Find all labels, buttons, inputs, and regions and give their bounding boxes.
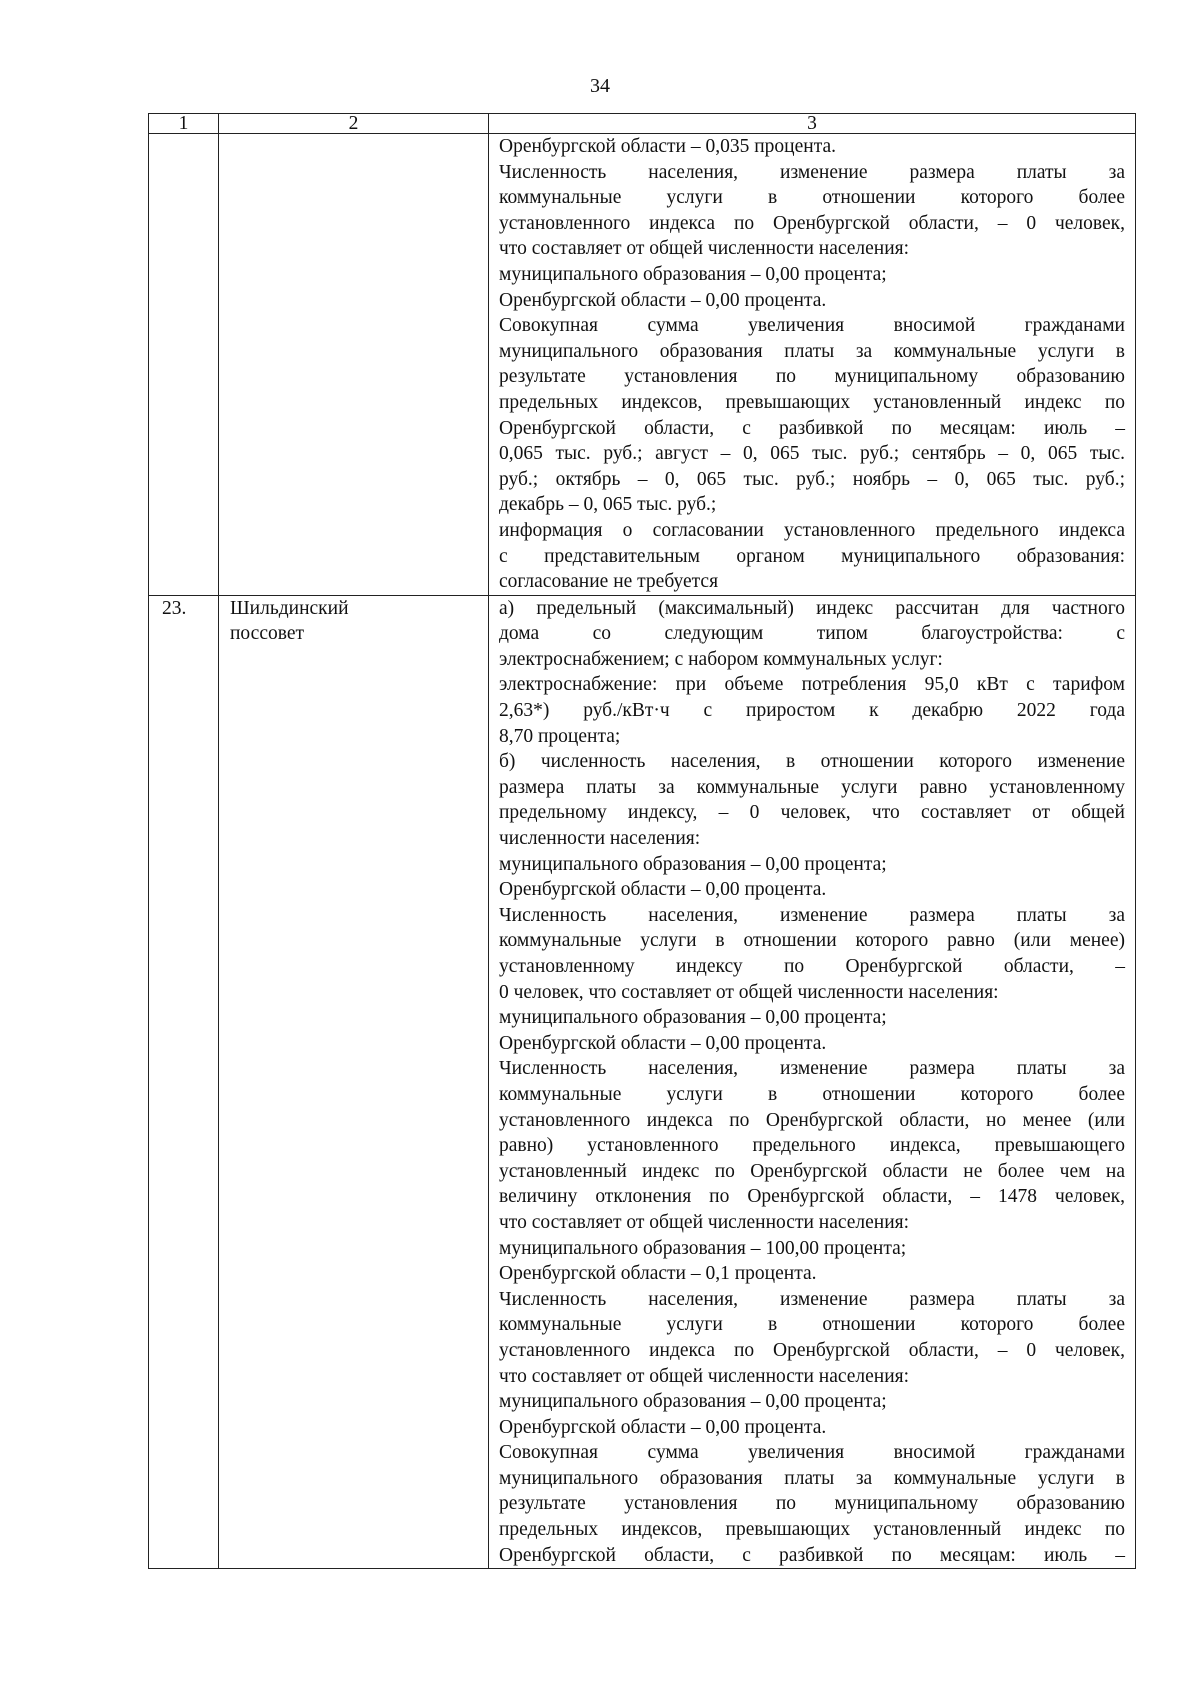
text-line: коммунальные услуги в отношении которого более xyxy=(499,1314,1125,1336)
text-line: муниципального образования – 0,00 процента; xyxy=(499,853,887,875)
text-line: что составляет от общей численности населения: xyxy=(499,1365,910,1387)
text-line: Оренбургской области – 0,00 процента. xyxy=(499,289,827,311)
row-number xyxy=(149,134,219,596)
text-line: что составляет от общей численности населения: xyxy=(499,1211,910,1233)
text-line: коммунальные услуги в отношении которого более xyxy=(499,1083,1125,1105)
text-line: Оренбургской области – 0,00 процента. xyxy=(499,879,827,901)
text-line: Численность населения, изменение размера платы за xyxy=(499,1058,1125,1080)
text-line: декабрь – 0, 065 тыс. руб.; xyxy=(499,494,717,516)
text-line: 0,065 тыс. руб.; август – 0, 065 тыс. руб.; сентябрь – 0, 065 тыс. xyxy=(499,443,1125,465)
column-header-2: 2 xyxy=(219,114,489,134)
text-line: Численность населения, изменение размера платы за xyxy=(499,1288,1125,1310)
text-line: установленного индекса по Оренбургской области, – 0 человек, xyxy=(499,212,1125,234)
text-line: результате установления по муниципальному образованию xyxy=(499,1493,1125,1515)
text-line: что составляет от общей численности населения: xyxy=(499,238,910,260)
text-line: Совокупная сумма увеличения вносимой гражданами xyxy=(499,1442,1125,1464)
text-line: дома со следующим типом благоустройства: с xyxy=(499,623,1125,645)
column-header-1: 1 xyxy=(149,114,219,134)
text-line: муниципального образования – 100,00 процента; xyxy=(499,1237,907,1259)
text-line: муниципального образования – 0,00 процента; xyxy=(499,263,887,285)
text-line: результате установления по муниципальному образованию xyxy=(499,366,1125,388)
text-line: Оренбургской области – 0,1 процента. xyxy=(499,1263,817,1285)
text-line: с представительным органом муниципального образования: xyxy=(499,545,1125,567)
text-line: 8,70 процента; xyxy=(499,725,621,747)
text-line: коммунальные услуги в отношении которого более xyxy=(499,187,1125,209)
text-line: 0 человек, что составляет от общей численности населения: xyxy=(499,981,999,1003)
text-line: установленный индекс по Оренбургской области не более чем на xyxy=(499,1160,1125,1182)
municipality-name xyxy=(219,134,489,596)
text-line: 2,63*) руб./кВт·ч с приростом к декабрю 2022 года xyxy=(499,700,1125,722)
page-number: 34 xyxy=(590,75,610,97)
text-line: равно) установленного предельного индекса, превышающего xyxy=(499,1135,1125,1157)
text-line: Численность населения, изменение размера платы за xyxy=(499,904,1125,926)
text-line: руб.; октябрь – 0, 065 тыс. руб.; ноябрь – 0, 065 тыс. руб.; xyxy=(499,468,1125,490)
index-description xyxy=(489,595,1136,1569)
text-line: величину отклонения по Оренбургской области, – 1478 человек, xyxy=(499,1186,1125,1208)
text-line: а) предельный (максимальный) индекс рассчитан для частного xyxy=(499,597,1125,619)
text-line: Оренбургской области, с разбивкой по месяцам: июль – xyxy=(499,1544,1125,1566)
municipality-name-line: поссовет xyxy=(230,623,305,645)
text-line: электроснабжением; с набором коммунальных услуг: xyxy=(499,648,943,670)
text-line: муниципального образования – 0,00 процента; xyxy=(499,1391,887,1413)
text-line: установленного индекса по Оренбургской области, – 0 человек, xyxy=(499,1339,1125,1361)
column-header-3: 3 xyxy=(489,114,1136,134)
text-line: Совокупная сумма увеличения вносимой гражданами xyxy=(499,315,1125,337)
text-line: Численность населения, изменение размера платы за xyxy=(499,161,1125,183)
text-line: Оренбургской области – 0,035 процента. xyxy=(499,136,836,157)
text-line: муниципального образования платы за коммунальные услуги в xyxy=(499,340,1125,362)
text-line: предельному индексу, – 0 человек, что составляет от общей xyxy=(499,802,1125,824)
table-header-row xyxy=(149,114,1136,134)
municipality-name xyxy=(219,595,489,1569)
text-line: Оренбургской области – 0,00 процента. xyxy=(499,1032,827,1054)
text-line: б) численность населения, в отношении которого изменение xyxy=(499,751,1125,773)
text-line: согласование не требуется xyxy=(499,571,719,593)
text-line: муниципального образования платы за коммунальные услуги в xyxy=(499,1467,1125,1489)
table-row xyxy=(149,134,1136,596)
text-line: размера платы за коммунальные услуги равно установленному xyxy=(499,776,1125,798)
text-line: информация о согласовании установленного предельного индекса xyxy=(499,519,1125,541)
text-line: Оренбургской области – 0,00 процента. xyxy=(499,1416,827,1438)
text-line: установленного индекса по Оренбургской области, но менее (или xyxy=(499,1109,1125,1131)
text-line: предельных индексов, превышающих установленный индекс по xyxy=(499,1519,1125,1541)
text-line: электроснабжение: при объеме потребления 95,0 кВт с тарифом xyxy=(499,674,1125,696)
row-number: 23. xyxy=(149,595,219,1569)
indices-table xyxy=(148,113,1136,1569)
text-line: предельных индексов, превышающих установленный индекс по xyxy=(499,391,1125,413)
text-line: Оренбургской области, с разбивкой по месяцам: июль – xyxy=(499,417,1125,439)
text-line: численности населения: xyxy=(499,828,701,850)
index-description xyxy=(489,134,1136,596)
municipality-name-line: Шильдинский xyxy=(230,597,349,619)
text-line: установленному индексу по Оренбургской области, – xyxy=(499,956,1125,977)
text-line: коммунальные услуги в отношении которого равно (или менее) xyxy=(499,930,1125,952)
text-line: муниципального образования – 0,00 процента; xyxy=(499,1007,887,1029)
table-row xyxy=(149,595,1136,1569)
